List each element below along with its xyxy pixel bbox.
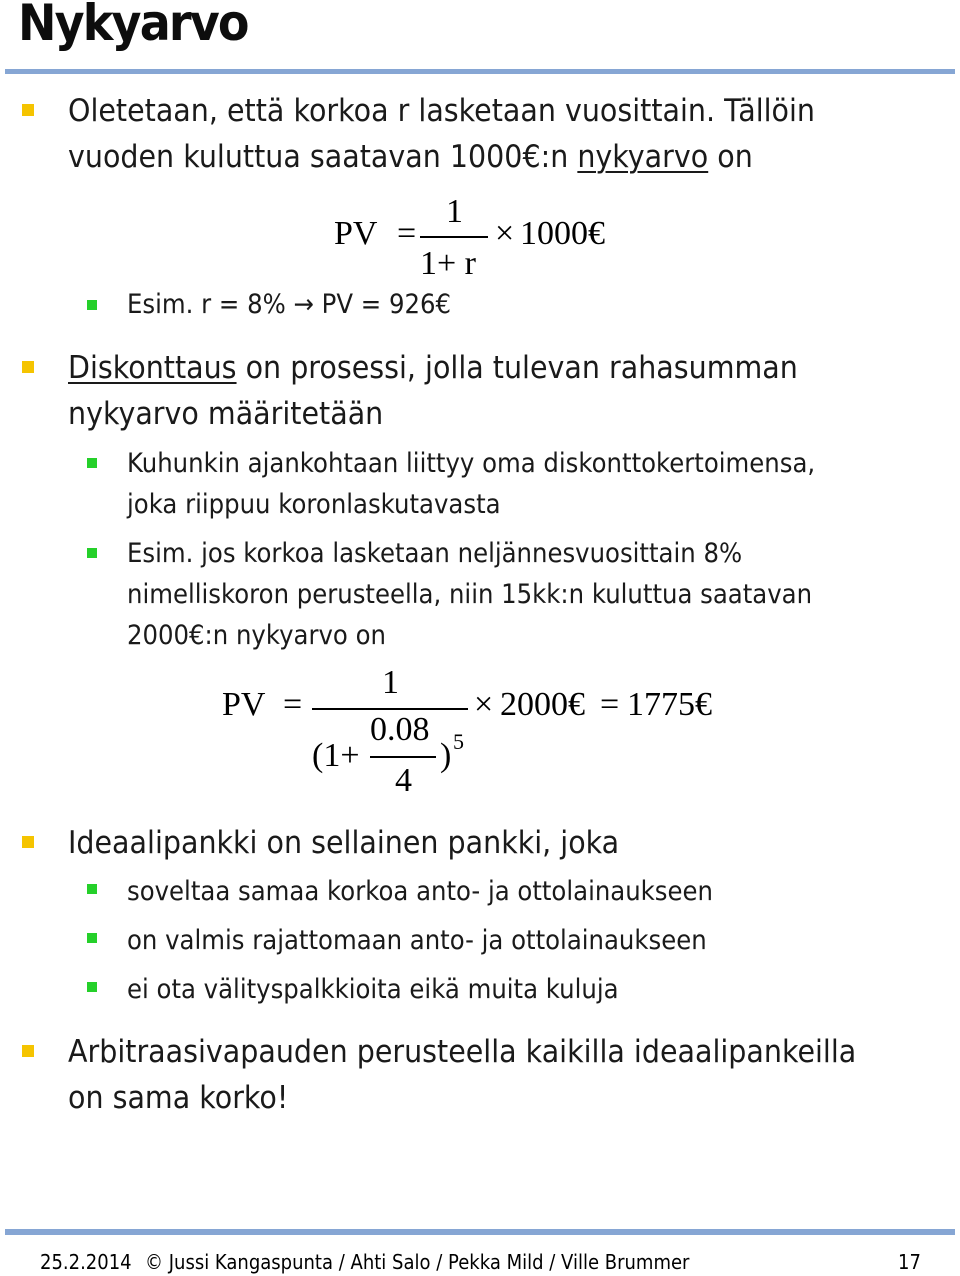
- bullet-2-line-2: nykyarvo määritetään: [68, 396, 384, 432]
- sub-bullet-marker: [87, 548, 97, 558]
- title-divider: [5, 69, 955, 74]
- bullet-1-line-2-post: on: [708, 139, 753, 175]
- formula-2-equals: =: [283, 686, 303, 723]
- footer-authors: © Jussi Kangaspunta / Ahti Salo / Pekka Mild / Ville Brummer: [145, 1250, 690, 1274]
- sub-bullet-marker: [87, 458, 97, 468]
- bullet-2-sub-1-line-2: joka riippuu koronlaskutavasta: [127, 489, 501, 520]
- bullet-2-sub-2-line-2: nimelliskoron perusteella, niin 15kk:n kuluttua saatavan: [127, 579, 813, 610]
- bullet-4-line-1: Arbitraasivapauden perusteella kaikilla ideaalipankeilla: [68, 1034, 857, 1070]
- formula-2-result: 1775€: [627, 686, 712, 723]
- bullet-2-sub-1-line-1: Kuhunkin ajankohtaan liittyy oma diskonttokertoimensa,: [127, 448, 816, 479]
- bullet-1-example: Esim. r = 8% → PV = 926€: [127, 289, 452, 320]
- bullet-1-line-1: Oletetaan, että korkoa r lasketaan vuosittain. Tällöin: [68, 93, 816, 129]
- sub-bullet-marker: [87, 933, 97, 943]
- formula-1-fraction-bar: [420, 236, 488, 238]
- bullet-2-sub-2-line-3: 2000€:n nykyarvo on: [127, 620, 386, 651]
- bullet-3-sub-1: soveltaa samaa korkoa anto- ja ottolainaukseen: [127, 876, 713, 907]
- formula-2-inner-fraction-bar: [370, 756, 436, 758]
- formula-1-numerator: 1: [446, 193, 463, 230]
- footer-divider: [5, 1229, 955, 1235]
- formula-2-times: ×: [474, 686, 494, 723]
- bullet-2-line-1-post: on prosessi, jolla tulevan rahasumman: [236, 350, 798, 386]
- term-diskonttaus: Diskonttaus: [68, 350, 237, 386]
- bullet-3-sub-3: ei ota välityspalkkioita eikä muita kuluja: [127, 974, 619, 1005]
- bullet-3: Ideaalipankki on sellainen pankki, joka: [68, 825, 620, 861]
- formula-2-numerator: 1: [382, 664, 399, 701]
- bullet-1-line-2-pre: vuoden kuluttua saatavan 1000€:n: [68, 139, 578, 175]
- formula-1-lhs: PV: [334, 215, 378, 252]
- formula-1-denominator: 1+ r: [420, 245, 476, 282]
- footer-page-number: 17: [898, 1250, 921, 1274]
- formula-2-inner-denominator: 4: [395, 762, 412, 799]
- slide-title: Nykyarvo: [18, 0, 248, 52]
- bullet-2-sub-2-line-1: Esim. jos korkoa lasketaan neljännesvuosittain 8%: [127, 538, 743, 569]
- bullet-4-line-2: on sama korko!: [68, 1080, 289, 1116]
- formula-1-times: ×: [495, 215, 515, 252]
- formula-2-equals-2: =: [600, 686, 620, 723]
- bullet-marker: [22, 836, 34, 848]
- formula-2-inner-close: ): [440, 737, 452, 774]
- bullet-3-sub-2: on valmis rajattomaan anto- ja ottolainaukseen: [127, 925, 707, 956]
- bullet-1-line-2: [68, 134, 878, 180]
- sub-bullet-marker: [87, 300, 97, 310]
- bullet-marker: [22, 1045, 34, 1057]
- formula-1-equals: =: [397, 215, 417, 252]
- formula-1-amount: 1000€: [520, 215, 605, 252]
- formula-2-lhs: PV: [222, 686, 266, 723]
- formula-2-fraction-bar: [312, 708, 468, 710]
- formula-2-amount: 2000€: [500, 686, 585, 723]
- footer-date: 25.2.2014: [40, 1250, 132, 1274]
- formula-2-inner-open: (1+: [312, 737, 360, 774]
- sub-bullet-marker: [87, 884, 97, 894]
- formula-2-exponent: 5: [453, 729, 464, 754]
- sub-bullet-marker: [87, 982, 97, 992]
- term-nykyarvo: nykyarvo: [577, 139, 709, 175]
- bullet-2-line-1: [68, 345, 878, 391]
- bullet-marker: [22, 104, 34, 116]
- bullet-marker: [22, 361, 34, 373]
- formula-2-inner-numerator: 0.08: [370, 711, 430, 748]
